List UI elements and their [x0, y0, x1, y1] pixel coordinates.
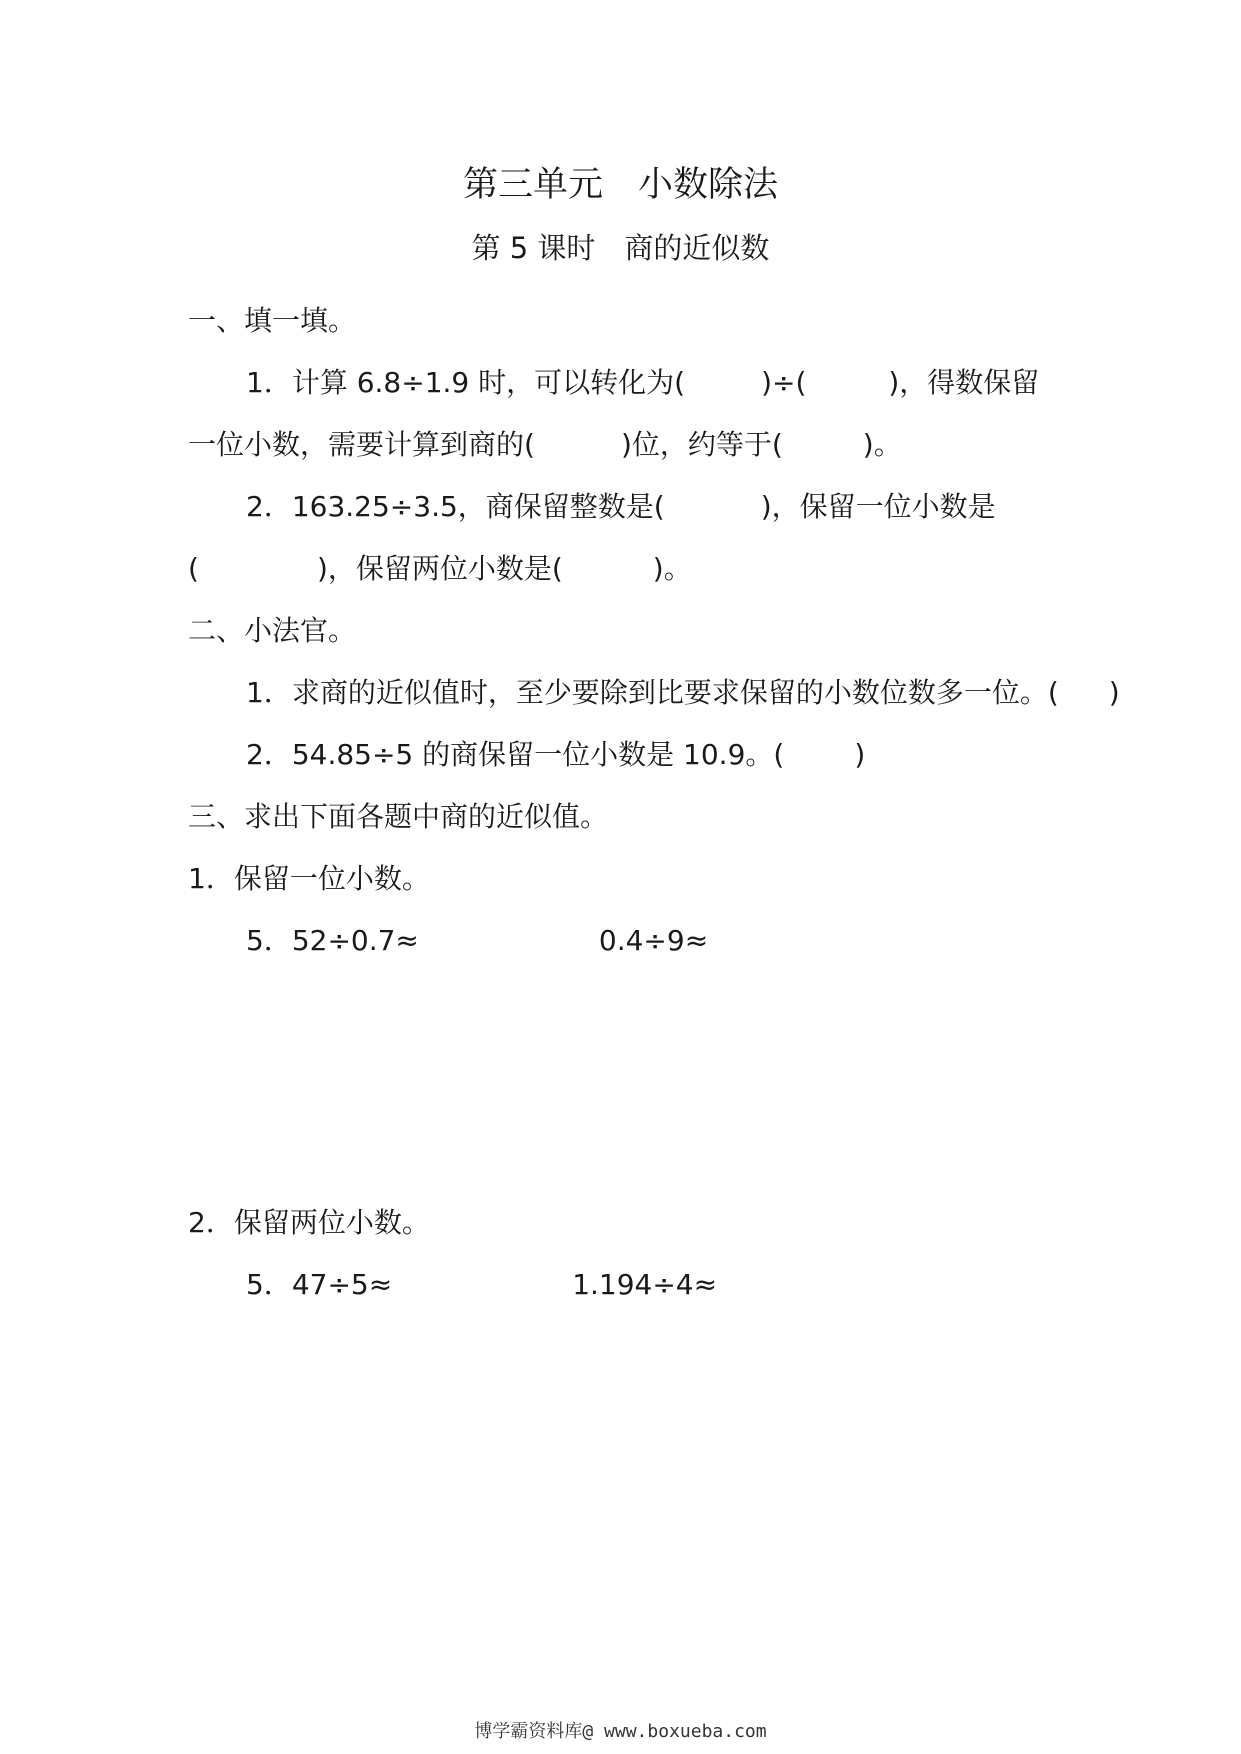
s3-part2-exprs: [246, 1268, 717, 1302]
s1-q1-text-b: )÷(: [761, 366, 807, 399]
s1-q2-text-d: )，保留两位小数是(: [316, 552, 563, 585]
section2-heading: 二、小法官。: [188, 614, 357, 647]
page-title: 第三单元 小数除法: [462, 165, 778, 205]
s1-q1-line2: [188, 428, 902, 462]
s1-q1-line1: [246, 366, 1039, 400]
s1-q2-text-b: )，保留一位小数是: [760, 490, 996, 523]
section3-heading: 三、求出下面各题中商的近似值。: [188, 800, 609, 833]
s1-q2-text-c: (: [188, 552, 199, 585]
s1-q1-text-c: )，得数保留: [888, 366, 1040, 399]
s1-q2-text-e: )。: [652, 552, 692, 585]
s2-q2-text: 2．54.85÷5 的商保留一位小数是 10.9。(: [246, 738, 785, 771]
section1-heading: 一、填一填。: [188, 304, 357, 337]
s2-q1-text: 1．求商的近似值时，至少要除到比要求保留的小数位数多一位。(: [246, 676, 1059, 709]
footer-watermark: 博学霸资料库@ www.boxueba.com: [474, 1721, 767, 1742]
s3-part2-expr-b: 1.194÷4≈: [572, 1268, 718, 1301]
s1-q1-text-e: )位，约等于(: [620, 428, 783, 461]
s3-part1-expr-b: 0.4÷9≈: [598, 924, 709, 957]
s1-q1-text-d: 一位小数，需要计算到商的(: [188, 428, 535, 461]
s3-part2-label: 2．保留两位小数。: [188, 1206, 430, 1239]
s1-q1-text-f: )。: [862, 428, 902, 461]
s2-q1-line: [246, 676, 1120, 710]
s1-q2-line1: [246, 490, 996, 524]
s2-q2-line: [246, 738, 865, 772]
s3-part1-label: 1．保留一位小数。: [188, 862, 430, 895]
s2-q1-close: ): [1108, 676, 1120, 709]
s1-q2-line2: [188, 552, 692, 586]
lesson-subtitle: 第 5 课时 商的近似数: [471, 231, 770, 265]
s2-q2-close: ): [854, 738, 866, 771]
s3-part1-expr-a: 5．52÷0.7≈: [246, 924, 419, 957]
s3-part2-expr-a: 5．47÷5≈: [246, 1268, 393, 1301]
s3-part1-exprs: [246, 924, 708, 958]
s1-q2-text-a: 2．163.25÷3.5，商保留整数是(: [246, 490, 665, 523]
s1-q1-text-a: 1．计算 6.8÷1.9 时，可以转化为(: [246, 366, 686, 399]
